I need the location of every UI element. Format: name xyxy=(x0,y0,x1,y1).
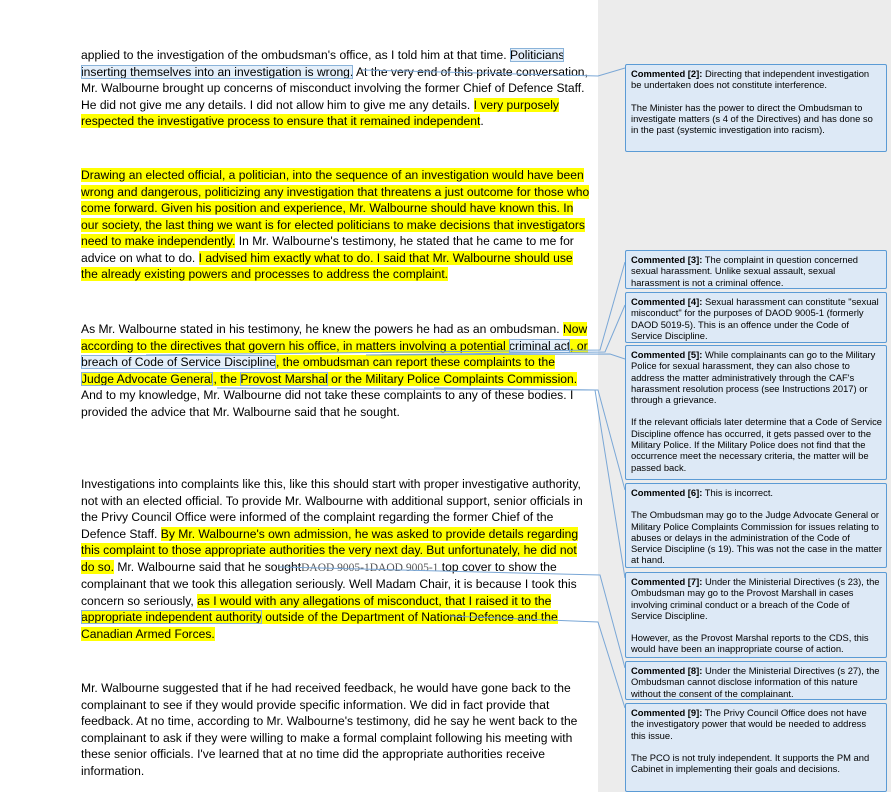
p4-segment-4: top cover to show the complainant that we took this allegation seriously. Well Madam Chair, it is because I took this concern so seriously, xyxy=(81,559,577,608)
comment-text: If the relevant officials later determine that a Code of Service Discipline offence has occurred, it gets passed over to the Military Police. If the Military Police does not find that the occurrence meet the necessary criteria, the matter will be passed back. xyxy=(631,416,883,473)
comment-7[interactable] xyxy=(625,572,887,658)
comment-paragraph-gap xyxy=(631,405,882,416)
comment-paragraph-gap xyxy=(631,498,882,509)
paragraph-5 xyxy=(81,680,591,779)
comment-paragraph-gap xyxy=(631,741,882,752)
p3-segment-1: Now according to the directives that govern his office, in matters involving a potential xyxy=(81,322,588,353)
p4-segment-3: DAOD 9005-1DAOD 9005-1 xyxy=(301,561,439,574)
p2-segment-0: Drawing an elected official, a politician, into the sequence of an investigation would have been wrong and dangerous, politicizing any investigation that threatens a just outcome for those who come forward. Given his position and experience, Mr. Walbourne should have known this. In our society, the last thing we want is for elected politicians to make decisions that investigators need to make independently. xyxy=(81,168,590,248)
comment-text: The Privy Council Office does not have the investigatory power that would be needed to address this issue. xyxy=(631,707,867,741)
p4-segment-5: as I would with any allegations of misconduct, that I raised it to the xyxy=(197,593,552,608)
comment-paragraph-gap xyxy=(631,91,882,102)
comment-text: The complaint in question concerned sexual harassment. Unlike sexual assault, sexual harassment is not a criminal offence. xyxy=(631,254,859,288)
p1-segment-0: applied to the investigation of the ombudsman's office, as I told him at that time. xyxy=(81,48,510,62)
p2-segment-2: I advised him exactly what to do. I said that Mr. Walbourne should use the already existing powers and processes to address the complaint. xyxy=(81,250,573,281)
p2-segment-1: In Mr. Walbourne's testimony, he stated that he came to me for advice on what to do. xyxy=(81,234,574,265)
paragraph-4 xyxy=(81,476,591,642)
comment-label: Commented [8]: xyxy=(631,665,703,676)
comment-9[interactable] xyxy=(625,703,887,792)
p1-segment-4: . xyxy=(480,114,484,128)
comment-2[interactable] xyxy=(625,64,887,152)
comment-label: Commented [5]: xyxy=(631,349,703,360)
comment-3[interactable] xyxy=(625,250,887,289)
p3-segment-8-comment-anchor[interactable]: Provost Marshal xyxy=(240,371,328,386)
comment-label: Commented [3]: xyxy=(631,254,703,265)
comment-text: Directing that independent investigation be undertaken does not constitute interference. xyxy=(631,68,870,91)
comment-label: Commented [2]: xyxy=(631,68,703,79)
p3-segment-4-comment-anchor[interactable]: breach of Code of Service Discipline xyxy=(81,355,276,369)
comment-label: Commented [4]: xyxy=(631,296,703,307)
comment-text: This is incorrect. xyxy=(704,487,774,498)
p1-segment-1-comment-anchor[interactable]: Politicians inserting themselves into an investigation is wrong. xyxy=(81,48,565,79)
p3-segment-10: And to my knowledge, Mr. Walbourne did not take these complaints to any of these bodies. I provided the advice that Mr. Walbourne said that he sought. xyxy=(81,388,574,419)
comment-text: The Minister has the power to direct the Ombudsman to investigate matters (s 4 of the Directives) and has done so in the past (systemic investigation into racism). xyxy=(631,101,873,136)
comment-label: Commented [9]: xyxy=(631,707,703,718)
p4-segment-1: By Mr. Walbourne's own admission, he was asked to provide details regarding this complaint to those appropriate authorities the very next day. But unfortunately, he did not do so. xyxy=(81,526,579,574)
comment-text: Under the Ministerial Directives (s 23), the Ombudsman may go to the Provost Marshall in cases involving criminal conduct or a breach of the Code of Service Discipline. xyxy=(631,576,880,621)
comment-text: However, as the Provost Marshal reports to the CDS, this would have been an inappropriate course of action. xyxy=(631,632,869,655)
p3-segment-2-comment-anchor[interactable]: criminal act xyxy=(509,338,571,353)
p1-segment-3: I very purposely respected the investigative process to ensure that it remained independent xyxy=(81,97,559,128)
p4-segment-0: Investigations into complaints like this, like this should start with proper investigative authority, not with an elected official. To provide Mr. Walbourne with additional support, senior officials in the Privy Council Office were informed of the complaint regarding the former Chief of the Defence Staff. xyxy=(81,477,583,541)
paragraph-3 xyxy=(81,321,591,420)
comment-paragraph-gap xyxy=(631,621,882,632)
comment-text: The Ombudsman may go to the Judge Advocate General or Military Police Complaints Commission for issues relating to abuses or delays in the administration of the Code of Service Discipline (s 19). This was not the case in the matter at hand. xyxy=(631,509,882,566)
p3-segment-6-comment-anchor[interactable]: Judge Advocate General xyxy=(81,371,214,386)
p4-segment-7: outside of the Department of National Defence and the Canadian Armed Forces. xyxy=(81,610,558,641)
comment-text: While complainants can go to the Military Police for sexual harassment, they can also chose to address the matter administratively through the CAF's harassment resolution process (see Instructions 2017) or through a grievance. xyxy=(631,349,876,406)
comment-8[interactable] xyxy=(625,661,887,700)
p5-segment-0: Mr. Walbourne suggested that if he had received feedback, he would have gone back to the complainant to see if they would provide specific information. We did in fact provide that feedback. At no time, according to Mr. Walbourne's testimony, did he say he went back to the complainant to ask if they were willing to make a formal complaint following his meeting with these senior officials. I've learned that at no time did the appropriate authorities receive information. xyxy=(81,681,578,778)
comment-text: Under the Ministerial Directives (s 27), the Ombudsman cannot disclose information of this nature without the consent of the complainant. xyxy=(631,665,880,699)
paragraph-2 xyxy=(81,167,591,283)
comment-6[interactable] xyxy=(625,483,887,568)
comment-text: Sexual harassment can constitute "sexual misconduct" for the purposes of DAOD 9005-1 (formerly DAOD 5019-5). This is an offence under the Code of Service Discipline. xyxy=(631,296,879,341)
p4-segment-2: Mr. Walbourne said that he sought xyxy=(113,559,302,574)
p3-segment-7: , the xyxy=(213,371,241,386)
p1-segment-2: At the very end of this private conversation, Mr. Walbourne brought up concerns of misconduct involving the former Chief of Defence Staff. He did not give me any details. I did not allow him to give me any details. xyxy=(81,64,588,112)
comment-5[interactable] xyxy=(625,345,887,480)
comment-4[interactable] xyxy=(625,292,887,343)
p3-segment-5: , the ombudsman can report these complaints to the xyxy=(275,355,555,369)
p3-segment-9: or the Military Police Complaints Commission. xyxy=(327,371,578,386)
comment-label: Commented [7]: xyxy=(631,576,703,587)
p3-segment-3: , or xyxy=(570,338,588,353)
p3-segment-0: As Mr. Walbourne stated in his testimony, he knew the powers he had as an ombudsman. xyxy=(81,322,563,336)
comment-label: Commented [6]: xyxy=(631,487,703,498)
paragraph-1 xyxy=(81,47,591,130)
comment-text: The PCO is not truly independent. It supports the PM and Cabinet in implementing their goals and decisions. xyxy=(631,751,870,775)
p4-segment-6-comment-anchor[interactable]: appropriate independent authority xyxy=(81,610,262,624)
